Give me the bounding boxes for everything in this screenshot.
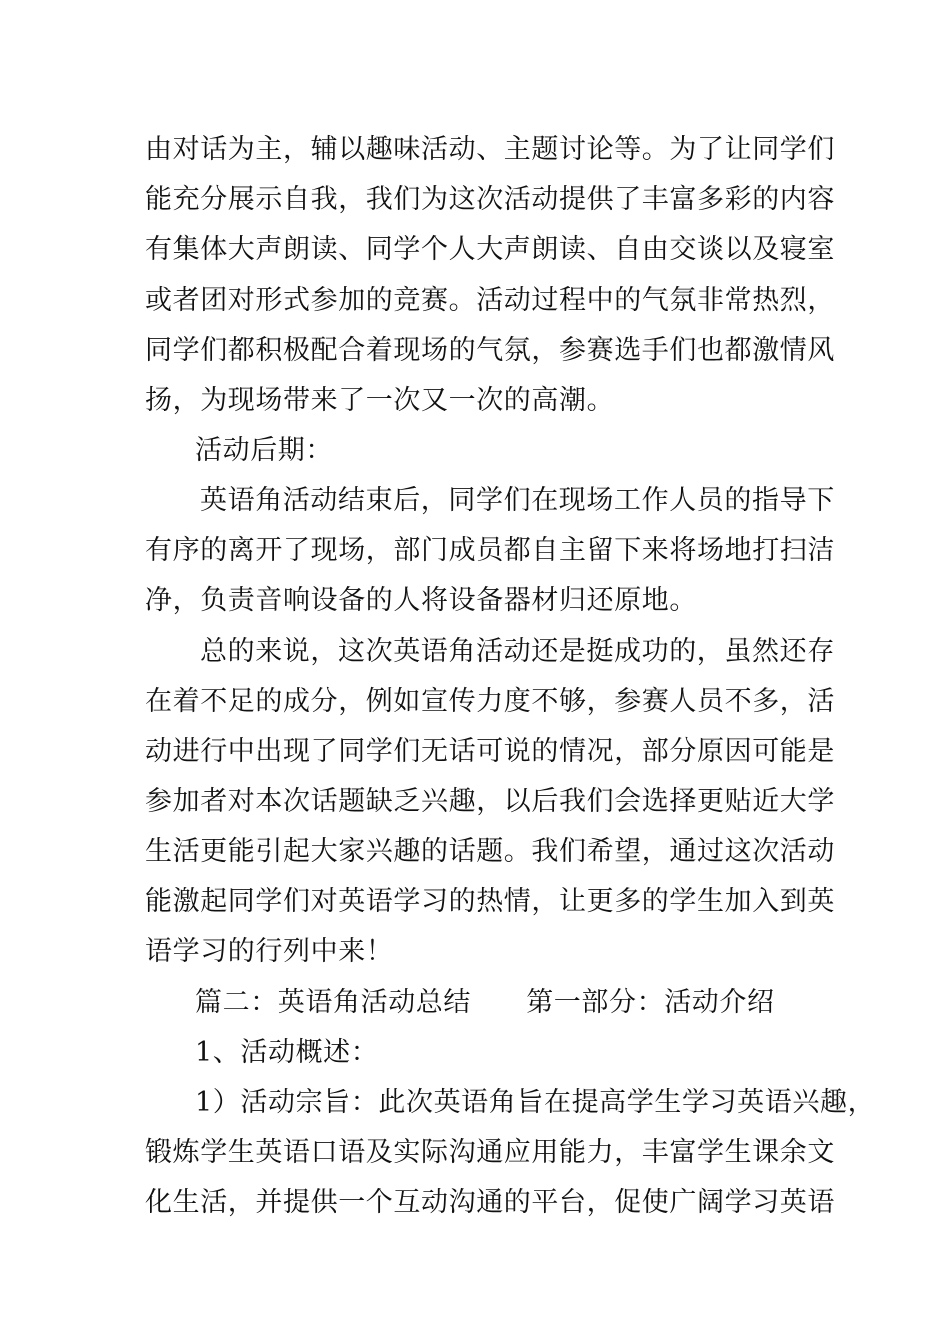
text-line: 化生活，并提供一个互动沟通的平台，促使广阔学习英语 [145,1187,835,1218]
text-line: 总的来说，这次英语角活动还是挺成功的，虽然还存 [200,636,835,667]
section-heading: 活动后期： [195,435,333,466]
text-line: 能激起同学们对英语学习的热情，让更多的学生加入到英 [145,886,835,917]
text-line: 参加者对本次话题缺乏兴趣，以后我们会选择更贴近大学 [145,786,835,817]
text-line: 1）活动宗旨：此次英语角旨在提高学生学习英语兴趣， [195,1087,876,1118]
text-line: 锻炼学生英语口语及实际沟通应用能力，丰富学生课余文 [145,1137,835,1168]
section-heading: 篇二：英语角活动总结 第一部分：活动介绍 [195,987,775,1018]
list-heading: 1、活动概述： [195,1037,379,1068]
text-line: 能充分展示自我，我们为这次活动提供了丰富多彩的内容 [145,184,835,215]
text-line: 同学们都积极配合着现场的气氛，参赛选手们也都激情风 [145,335,835,366]
text-line: 生活更能引起大家兴趣的话题。我们希望，通过这次活动 [145,836,835,867]
text-line: 动进行中出现了同学们无话可说的情况，部分原因可能是 [145,736,835,767]
text-line: 由对话为主，辅以趣味活动、主题讨论等。为了让同学们 [145,134,835,165]
text-line: 有序的离开了现场，部门成员都自主留下来将场地打扫洁 [145,535,835,566]
text-line: 在着不足的成分，例如宣传力度不够，参赛人员不多，活 [145,686,835,717]
text-line: 有集体大声朗读、同学个人大声朗读、自由交谈以及寝室 [145,234,835,265]
text-line: 英语角活动结束后，同学们在现场工作人员的指导下 [200,485,835,516]
text-line: 扬，为现场带来了一次又一次的高潮。 [145,385,615,416]
text-line: 语学习的行列中来！ [145,936,394,967]
text-line: 或者团对形式参加的竞赛。活动过程中的气氛非常热烈， [145,285,835,316]
text-line: 净，负责音响设备的人将设备器材归还原地。 [145,585,697,616]
